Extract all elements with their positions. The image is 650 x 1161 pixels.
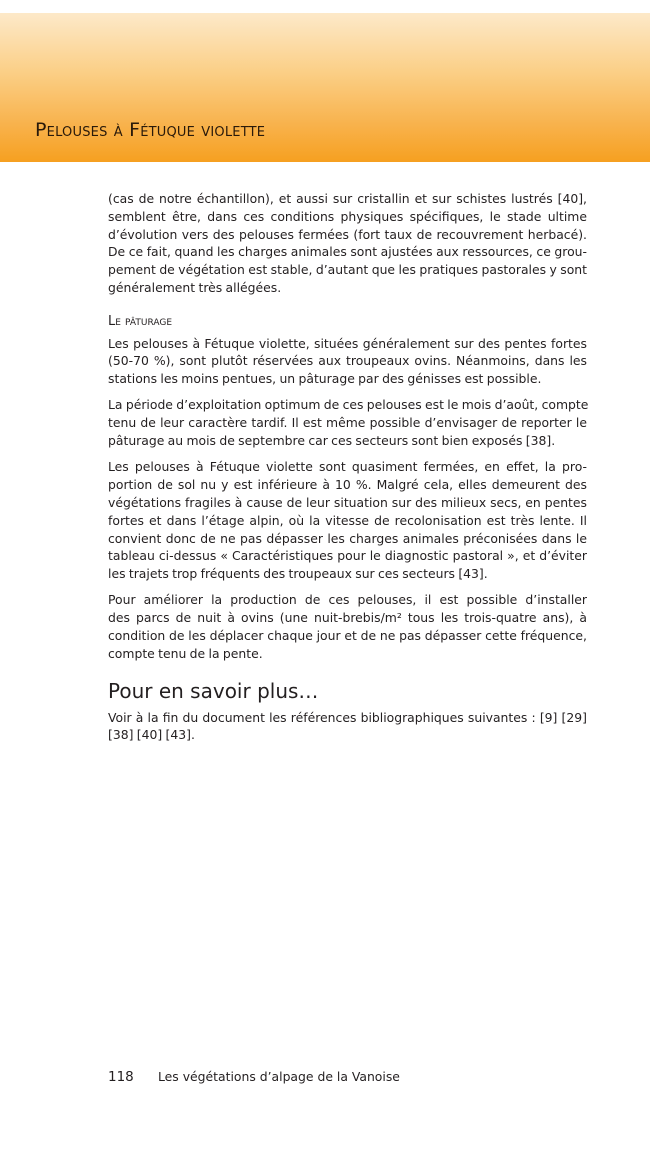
references-paragraph — [108, 709, 587, 745]
header-band — [0, 13, 650, 162]
text-line: pement de végétation est stable, d’autant que les pratiques pastorales y sont — [108, 262, 587, 278]
intro-paragraph — [108, 190, 587, 297]
text-line: Pour améliorer la production de ces pelouses, il est possible d’installer — [108, 592, 587, 608]
paragraph — [108, 396, 587, 449]
text-line: végétations fragiles à cause de leur situation sur des milieux secs, en pentes — [108, 494, 587, 510]
text-line: Les pelouses à Fétuque violette, situées généralement sur des pentes fortes — [108, 335, 587, 351]
text-line: [38] [40] [43]. — [108, 727, 195, 743]
text-line: Voir à la fin du document les références bibliographiques suivantes : [9] [29] — [108, 709, 587, 725]
text-line: tableau ci-dessus « Caractéristiques pour le diagnostic pastoral », et d’éviter — [108, 548, 587, 564]
body-text — [108, 190, 587, 753]
text-line: compte tenu de la pente. — [108, 645, 263, 661]
section-heading: Le pâturage — [108, 313, 173, 329]
paragraph — [108, 335, 587, 388]
text-line: semblent être, dans ces conditions physiques spécifiques, le stade ultime — [108, 208, 587, 224]
text-line: d’évolution vers des pelouses fermées (fort taux de recouvrement herbacé). — [108, 226, 587, 242]
text-line: portion de sol nu y est inférieure à 10 %. Malgré cela, elles demeurent des — [108, 477, 587, 493]
text-line: les trajets trop fréquents des troupeaux sur ces secteurs [43]. — [108, 566, 488, 582]
paragraph — [108, 458, 587, 583]
text-line: fortes et dans l’étage alpin, où la vitesse de recolonisation est très lente. Il — [108, 512, 587, 528]
paragraph — [108, 591, 587, 662]
text-line: La période d’exploitation optimum de ces pelouses est le mois d’août, compte — [108, 397, 589, 413]
text-line: stations les moins pentues, un pâturage par des génisses est possible. — [108, 371, 542, 387]
text-line: (cas de notre échantillon), et aussi sur cristallin et sur schistes lustrés [40], — [108, 191, 587, 206]
more-heading: Pour en savoir plus… — [108, 678, 319, 703]
text-line: De ce fait, quand les charges animales sont ajustées aux ressources, ce grou- — [108, 244, 587, 260]
text-line: convient donc de ne pas dépasser les charges animales préconisées dans le — [108, 530, 587, 546]
text-line: des parcs de nuit à ovins (une nuit-brebis/m² tous les trois-quatre ans), à — [108, 610, 587, 626]
text-line: généralement très allégées. — [108, 279, 282, 295]
text-line: condition de les déplacer chaque jour et de ne pas dépasser cette fréquence, — [108, 628, 587, 644]
book-title: Les végétations d’alpage de la Vanoise — [158, 1069, 400, 1084]
text-line: tenu de leur caractère tardif. Il est même possible d’envisager de reporter le — [108, 415, 587, 431]
page-footer — [108, 1069, 400, 1085]
page-number: 118 — [108, 1069, 134, 1085]
text-line: pâturage au mois de septembre car ces secteurs sont bien exposés [38]. — [108, 433, 556, 449]
text-line: Les pelouses à Fétuque violette sont quasiment fermées, en effet, la pro- — [108, 459, 587, 475]
text-line: (50-70 %), sont plutôt réservées aux troupeaux ovins. Néanmoins, dans les — [108, 353, 587, 369]
page-title: Pelouses à Fétuque violette — [35, 119, 266, 141]
